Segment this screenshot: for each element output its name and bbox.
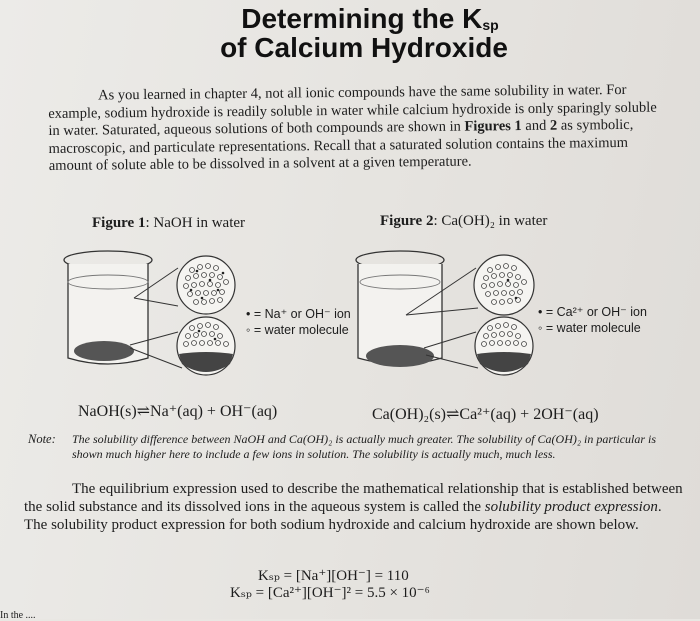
figure-2-legend <box>538 304 647 336</box>
note-text: The solubility difference between NaOH and Ca(OH)₂ is actually much greater. The solubility of Ca(OH)₂ in particular is shown much higher here to include a few ions in solution. The solubility is actually much, much less. <box>72 432 657 461</box>
note-label: Note: <box>28 432 56 446</box>
legend-water-entry: ◦ = water molecule <box>246 323 349 337</box>
beaker-icon <box>356 251 444 367</box>
figure-1-legend <box>246 306 351 338</box>
caoh2-dissolution-equation: Ca(OH)₂(s)⇌Ca²⁺(aq) + 2OH⁻(aq) <box>372 406 599 423</box>
particle-view-solution-icon <box>177 256 235 314</box>
equilibrium-paragraph: The equilibrium expression used to describe the mathematical relationship that is established between the solid substance and its dissolved ions in the aqueous system is called the solubility product expression. The solubility product expression for both sodium hydroxide and calcium hydroxide are shown below. <box>24 481 683 533</box>
figure-2-caption: Figure 2: Ca(OH)₂ in water <box>380 213 548 229</box>
cut-off-text-fragment: In the .... <box>0 610 36 621</box>
page-title-line-2: of Calcium Hydroxide <box>220 32 508 63</box>
page-title-line-1: Determining the $K_{sp}$ <box>241 3 499 34</box>
ksp-caoh2-expression: Kₛₚ = [Ca²⁺][OH⁻]² = 5.5 × 10⁻⁶ <box>230 585 430 601</box>
particle-view-solution-icon <box>474 255 534 315</box>
naoh-dissolution-equation: NaOH(s)⇌Na⁺(aq) + OH⁻(aq) <box>78 403 278 420</box>
figure-1-caption: Figure 1: NaOH in water <box>92 215 246 231</box>
ksp-naoh-expression: Kₛₚ = [Na⁺][OH⁻] = 110 <box>258 568 409 584</box>
legend-ion-entry: • = Na⁺ or OH⁻ ion <box>246 307 351 321</box>
intro-paragraph: As you learned in chapter 4, not all ionic compounds have the same solubility in water. For example, sodium hydroxide is readily soluble in water while calcium hydroxide is only sparingly soluble in water. Saturated, aqueous solutions of both compounds are shown in Figures 1 and 2 as symbolic, macroscopic, and particulate representations. Recall that a saturated solution contains the maximum amount of solute able to be dissolved in a solvent at a given temperature. <box>48 81 657 174</box>
legend-ion-entry: • = Ca²⁺ or OH⁻ ion <box>538 305 647 319</box>
particle-view-solid-icon <box>177 317 235 375</box>
particle-view-solid-icon <box>475 317 533 375</box>
legend-water-entry: ◦ = water molecule <box>538 321 641 335</box>
beaker-icon <box>64 251 152 364</box>
